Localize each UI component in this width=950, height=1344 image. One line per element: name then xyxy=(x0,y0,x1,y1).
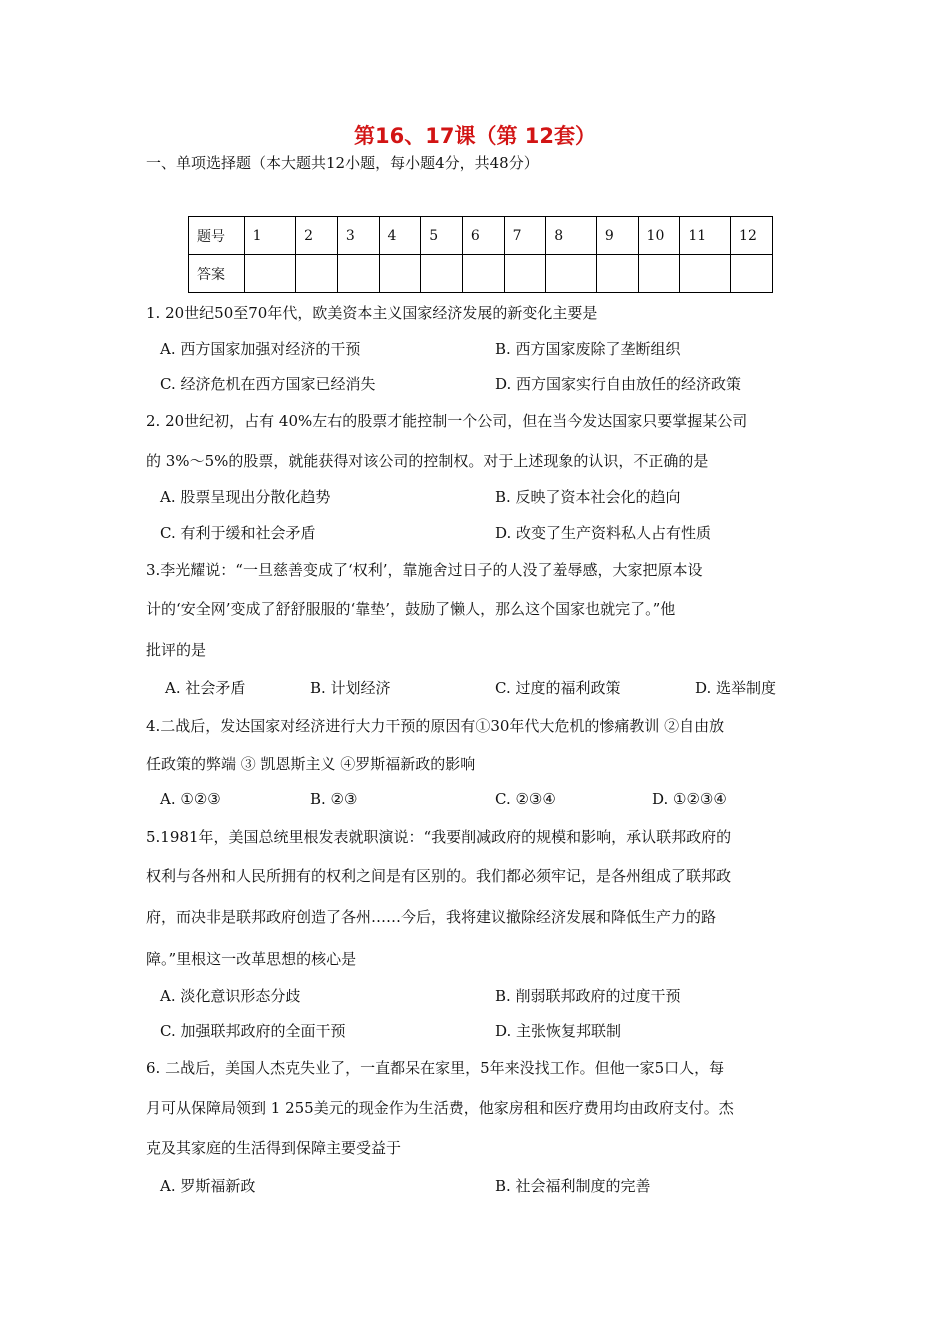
q1-option-c: C. 经济危机在西方国家已经消失 xyxy=(160,375,376,393)
answer-cell[interactable] xyxy=(421,255,463,293)
q4-option-b: B. ②③ xyxy=(310,790,358,808)
question-number-cell: 5 xyxy=(421,217,463,255)
q3-option-a: A. 社会矛盾 xyxy=(165,679,246,697)
answer-cell[interactable] xyxy=(296,255,338,293)
question-4-line-2: 任政策的弊端 ③ 凯恩斯主义 ④罗斯福新政的影响 xyxy=(146,755,476,773)
question-5-line-2: 权利与各州和人民所拥有的权利之间是有区别的。我们都必须牢记，是各州组成了联邦政 xyxy=(146,867,732,885)
page-title: 第16、17课（第 12套） xyxy=(354,124,596,148)
q2-option-b: B. 反映了资本社会化的趋向 xyxy=(495,488,681,506)
q2-option-a: A. 股票呈现出分散化趋势 xyxy=(160,488,331,506)
question-6-line-3: 克及其家庭的生活得到保障主要受益于 xyxy=(146,1139,402,1157)
question-number-cell: 9 xyxy=(596,217,638,255)
question-number-cell: 2 xyxy=(296,217,338,255)
question-6-line-1: 6. 二战后，美国人杰克失业了，一直都呆在家里，5年来没找工作。但他一家5口人，每 xyxy=(146,1059,725,1077)
question-number-cell: 10 xyxy=(638,217,680,255)
question-number-label: 题号 xyxy=(189,217,245,255)
q1-option-b: B. 西方国家废除了垄断组织 xyxy=(495,340,681,358)
question-number-cell: 4 xyxy=(379,217,421,255)
q3-option-b: B. 计划经济 xyxy=(310,679,391,697)
answer-label: 答案 xyxy=(189,255,245,293)
q5-option-c: C. 加强联邦政府的全面干预 xyxy=(160,1022,346,1040)
question-number-cell: 6 xyxy=(462,217,504,255)
answer-table-header-row xyxy=(189,217,773,255)
question-2-line-1: 2. 20世纪初，占有 40%左右的股票才能控制一个公司，但在当今发达国家只要掌握某公司 xyxy=(146,412,748,430)
q4-option-c: C. ②③④ xyxy=(495,790,556,808)
question-number-cell: 3 xyxy=(337,217,379,255)
q2-option-c: C. 有利于缓和社会矛盾 xyxy=(160,524,316,542)
q6-option-b: B. 社会福利制度的完善 xyxy=(495,1177,651,1195)
answer-cell[interactable] xyxy=(337,255,379,293)
question-2-line-2: 的 3%～5%的股票，就能获得对该公司的控制权。对于上述现象的认识，不正确的是 xyxy=(146,452,709,470)
q1-option-a: A. 西方国家加强对经济的干预 xyxy=(160,340,361,358)
question-number-cell: 1 xyxy=(244,217,296,255)
answer-cell[interactable] xyxy=(462,255,504,293)
question-3-line-3: 批评的是 xyxy=(146,641,207,659)
q3-option-c: C. 过度的福利政策 xyxy=(495,679,621,697)
q4-option-d: D. ①②③④ xyxy=(652,790,727,808)
answer-cell[interactable] xyxy=(379,255,421,293)
question-number-cell: 7 xyxy=(504,217,546,255)
q5-option-b: B. 削弱联邦政府的过度干预 xyxy=(495,987,681,1005)
question-5-line-4: 障。”里根这一改革思想的核心是 xyxy=(146,950,357,968)
question-5-line-3: 府，而决非是联邦政府创造了各州……今后，我将建议撤除经济发展和降低生产力的路 xyxy=(146,908,717,926)
q5-option-a: A. 淡化意识形态分歧 xyxy=(160,987,301,1005)
section-heading: 一、单项选择题（本大题共12小题，每小题4分，共48分） xyxy=(146,154,539,172)
answer-cell[interactable] xyxy=(244,255,296,293)
question-5-line-1: 5.1981年，美国总统里根发表就职演说：“我要削减政府的规模和影响，承认联邦政府的 xyxy=(146,828,732,846)
question-3-line-1: 3.李光耀说：“一旦慈善变成了‘权利’，靠施舍过日子的人没了羞辱感，大家把原本设 xyxy=(146,561,703,579)
q1-option-d: D. 西方国家实行自由放任的经济政策 xyxy=(495,375,742,393)
q3-option-d: D. 选举制度 xyxy=(695,679,777,697)
answer-cell[interactable] xyxy=(546,255,597,293)
q2-option-d: D. 改变了生产资料私人占有性质 xyxy=(495,524,712,542)
question-number-cell: 8 xyxy=(546,217,597,255)
answer-cell[interactable] xyxy=(596,255,638,293)
answer-cell[interactable] xyxy=(638,255,680,293)
q6-option-a: A. 罗斯福新政 xyxy=(160,1177,256,1195)
question-1-stem: 1. 20世纪50至70年代，欧美资本主义国家经济发展的新变化主要是 xyxy=(146,304,598,322)
answer-cell[interactable] xyxy=(680,255,731,293)
q5-option-d: D. 主张恢复邦联制 xyxy=(495,1022,622,1040)
answer-table-answer-row xyxy=(189,255,773,293)
question-number-cell: 12 xyxy=(731,217,773,255)
question-3-line-2: 计的‘安全网’变成了舒舒服服的‘靠垫’，鼓励了懒人，那么这个国家也就完了。”他 xyxy=(146,600,676,618)
question-number-cell: 11 xyxy=(680,217,731,255)
q4-option-a: A. ①②③ xyxy=(160,790,221,808)
answer-cell[interactable] xyxy=(731,255,773,293)
question-6-line-2: 月可从保障局领到 1 255美元的现金作为生活费，他家房租和医疗费用均由政府支付。杰 xyxy=(146,1099,734,1117)
answer-cell[interactable] xyxy=(504,255,546,293)
question-4-line-1: 4.二战后，发达国家对经济进行大力干预的原因有①30年代大危机的惨痛教训 ②自由放 xyxy=(146,717,725,735)
answer-table xyxy=(188,216,773,293)
